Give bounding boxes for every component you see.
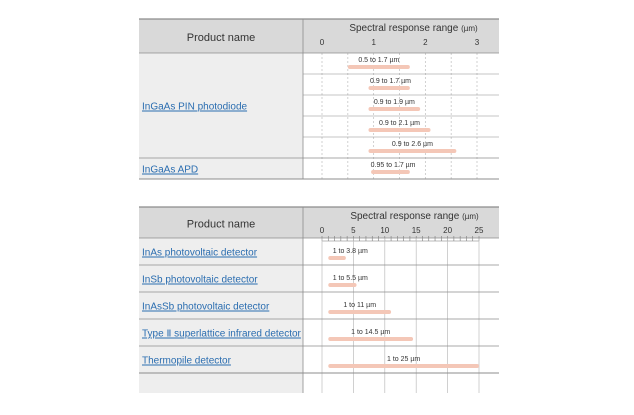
table2-tick-label-2: 10 xyxy=(380,226,390,235)
table1-product-link-0[interactable]: InGaAs PIN photodiode xyxy=(142,101,248,113)
table1-range-label: 0.9 to 2.6 µm xyxy=(391,141,433,148)
table1-tick-label-3: 3 xyxy=(474,38,480,47)
table1-header-range-title xyxy=(349,23,478,34)
table2-tick-label-1: 5 xyxy=(351,226,356,235)
table2-tick-label-0: 0 xyxy=(319,226,325,235)
table1-table xyxy=(139,19,499,179)
table2-tick-label-5: 25 xyxy=(474,226,484,235)
table2-range-label: 1 to 5.5 µm xyxy=(332,275,368,282)
table2-product-link-2[interactable]: InAsSb photovoltaic detector xyxy=(142,301,270,313)
table2-range-label: 1 to 3.8 µm xyxy=(332,248,368,255)
table1-range-bar xyxy=(371,170,410,174)
table2-name-column-bg xyxy=(139,238,303,393)
table1-range-label: 0.9 to 2.1 µm xyxy=(379,120,420,127)
table2-range-label: 1 to 11 µm xyxy=(343,302,377,309)
table2-range-bar xyxy=(328,256,346,260)
table1-range-bar xyxy=(369,128,431,132)
table2-range-bar xyxy=(328,310,391,314)
table2-product-link-3[interactable]: Type Ⅱ superlattice infrared detector xyxy=(142,328,301,340)
table1-tick-label-1: 1 xyxy=(371,38,376,47)
table2-header-range-text: Spectral response range xyxy=(350,211,463,222)
table2-header-range-title xyxy=(350,211,479,222)
table1-range-label: 0.9 to 1.7 µm xyxy=(370,78,411,85)
table2-table xyxy=(139,207,499,393)
table1-header-range-unit: (µm) xyxy=(461,24,478,33)
table2-range-label: 1 to 25 µm xyxy=(387,356,421,363)
table1-header-range-text: Spectral response range xyxy=(349,23,462,34)
table1-range-bar xyxy=(369,107,421,111)
table2-range-label: 1 to 14.5 µm xyxy=(351,329,391,336)
table1-tick-label-2: 2 xyxy=(423,38,428,47)
table2-range-bar xyxy=(328,283,356,287)
table1-range-bar xyxy=(369,149,457,153)
table1-range-label: 0.95 to 1.7 µm xyxy=(370,162,416,169)
table2-header-range-unit: (µm) xyxy=(462,212,479,221)
table2-product-link-4[interactable]: Thermopile detector xyxy=(142,355,231,367)
table2-tick-label-3: 15 xyxy=(411,226,421,235)
table1-range-label: 0.9 to 1.9 µm xyxy=(373,99,415,106)
table2-product-link-1[interactable]: InSb photovoltaic detector xyxy=(142,274,258,286)
table2-tick-label-4: 20 xyxy=(443,226,453,235)
table2-product-link-0[interactable]: InAs photovoltaic detector xyxy=(142,247,258,259)
table1-range-bar xyxy=(348,65,410,69)
table1-range-label: 0.5 to 1.7 µm xyxy=(358,57,400,64)
table2-header-product-name: Product name xyxy=(186,218,256,231)
table2-range-bar xyxy=(328,364,479,368)
table1-tick-label-0: 0 xyxy=(319,38,325,47)
table1-name-column-bg xyxy=(139,53,303,179)
table1-header-product-name: Product name xyxy=(186,32,256,44)
table1-range-bar xyxy=(369,86,410,90)
table1-product-link-1[interactable]: InGaAs APD xyxy=(142,164,199,176)
table2-range-bar xyxy=(328,337,413,341)
